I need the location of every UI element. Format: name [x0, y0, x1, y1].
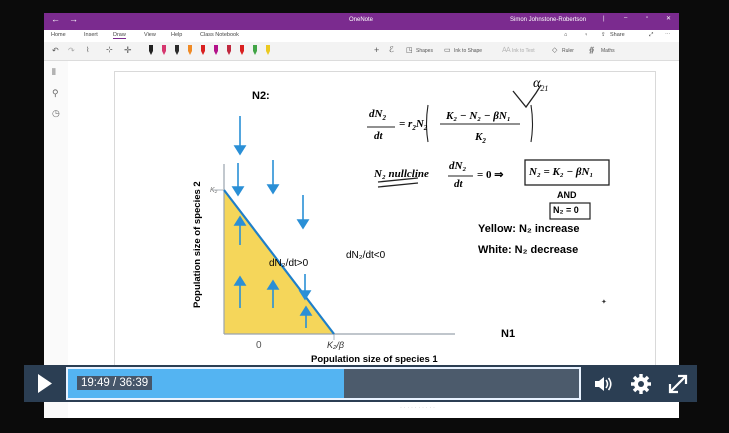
yellow-note: Yellow: N₂ increase — [478, 223, 580, 235]
eq-lhs-numerator: $dN_2$ — [369, 108, 386, 123]
onenote-window — [44, 13, 679, 418]
maths-icon[interactable]: ∯ — [589, 47, 595, 54]
positive-label: dN₂/dt>0 — [269, 258, 309, 269]
eq-rhs-prefix: = $r_2N_2$ — [399, 118, 428, 133]
volume-icon — [590, 371, 616, 397]
user-name[interactable]: Simon Johnstone-Robertson — [510, 17, 587, 23]
nullcline-label: N₂ nullcline — [374, 168, 429, 180]
pen-4[interactable] — [187, 45, 193, 56]
down-arrow — [235, 116, 245, 154]
eq-frac-numerator: K₂ − N₂ − βN₁ — [446, 110, 511, 122]
pen-10[interactable] — [265, 45, 271, 56]
fullscreen-icon — [665, 371, 691, 397]
shapes-button[interactable]: Shapes — [416, 48, 433, 54]
redo-icon[interactable]: ↷ — [68, 46, 75, 55]
paren-right — [531, 105, 533, 142]
share-label[interactable]: Share — [610, 32, 625, 38]
bell-icon[interactable]: ⌂ — [564, 32, 568, 38]
play-button[interactable] — [24, 365, 64, 402]
menu-home[interactable]: Home — [51, 32, 66, 38]
pen-1[interactable] — [148, 45, 154, 56]
nullcline-numerator: dN₂ — [449, 160, 467, 172]
close-icon[interactable]: ✕ — [666, 16, 672, 22]
ink-to-shape-icon[interactable]: ▭ — [444, 47, 451, 54]
search-icon[interactable]: ⚲ — [52, 88, 59, 98]
lecture-slide — [114, 71, 656, 383]
draw-toolbar — [44, 42, 679, 61]
expand-icon[interactable]: ⤢ — [649, 32, 654, 38]
nullcline-denominator: dt — [454, 178, 463, 190]
down-arrow — [233, 163, 243, 195]
pen-8[interactable] — [239, 45, 245, 56]
ink-to-shape-button[interactable]: Ink to Shape — [454, 48, 483, 54]
eq-lhs-denominator: dt — [374, 130, 383, 142]
menu-insert[interactable]: Insert — [84, 32, 98, 38]
insert-space-icon[interactable]: ⊹ — [106, 45, 113, 54]
n1-label: N1 — [501, 328, 516, 340]
pen-7[interactable] — [226, 45, 232, 56]
nullcline-result: N₂ = K₂ − βN₁ — [529, 166, 594, 178]
minimize-icon[interactable]: – — [624, 15, 628, 21]
title-bar — [44, 13, 679, 30]
menu-draw[interactable]: Draw — [113, 32, 126, 38]
menu-class-notebook[interactable]: Class Notebook — [200, 32, 239, 38]
x-axis-label: Population size of species 1 — [311, 354, 438, 365]
separator: | — [603, 16, 605, 22]
ink-to-text-icon[interactable]: Ꜳ — [502, 47, 511, 54]
menu-view[interactable]: View — [144, 32, 156, 38]
fullscreen-button[interactable] — [665, 371, 691, 397]
ink-and: AND — [557, 190, 577, 200]
share-icon[interactable]: ⇪ — [601, 32, 606, 38]
down-arrow — [268, 160, 278, 193]
ink-underline — [378, 183, 418, 187]
lasso-select-icon[interactable]: ⌇ — [86, 47, 90, 54]
white-note: White: N₂ decrease — [478, 244, 579, 256]
add-space-icon[interactable]: ✛ — [124, 45, 132, 55]
maths-button[interactable]: Maths — [601, 48, 615, 54]
shapes-icon[interactable]: ◳ — [406, 47, 413, 54]
pen-6[interactable] — [213, 45, 219, 56]
gear-icon — [628, 371, 654, 397]
ink-n2-zero: N₂ = 0 — [553, 205, 579, 215]
menu-help[interactable]: Help — [171, 32, 183, 38]
recent-icon[interactable]: ◷ — [52, 108, 60, 118]
progress-bar[interactable] — [66, 367, 581, 400]
video-player-bar — [24, 365, 697, 402]
app-title: OneNote — [349, 17, 374, 23]
volume-button[interactable] — [590, 371, 616, 397]
n2-label: N2: — [252, 90, 270, 102]
play-icon — [38, 374, 52, 393]
highlighter-add-icon[interactable]: ℰ — [389, 45, 394, 54]
pen-3[interactable] — [174, 45, 180, 56]
settings-button[interactable] — [628, 371, 654, 397]
x-tick-k2-beta: K₂/β — [327, 340, 345, 350]
maximize-icon[interactable]: ▫ — [646, 15, 649, 21]
cursor-marker-icon: ✦ — [601, 299, 607, 306]
forward-arrow-icon[interactable]: → — [69, 14, 78, 24]
eq-frac-denominator: $K_2$ — [475, 131, 486, 146]
origin-label: 0 — [256, 340, 262, 351]
down-arrow — [298, 195, 308, 228]
y-axis-label: Population size of species 2 — [192, 181, 203, 308]
nullcline-equals: = 0 ⇒ — [477, 169, 504, 181]
pen-9[interactable] — [252, 45, 258, 56]
ink-to-text-button[interactable]: Ink to Text — [512, 48, 535, 54]
pen-5[interactable] — [200, 45, 206, 56]
ink-alpha: $\alpha_{21}$ — [533, 76, 549, 93]
negative-label: dN₂/dt<0 — [346, 250, 386, 261]
page-nav-hints: · · · · · · · · · · — [400, 405, 435, 411]
add-pen-icon[interactable]: + — [374, 45, 380, 55]
ruler-icon[interactable]: ◇ — [552, 47, 558, 54]
notebooks-icon[interactable]: ⫴ — [52, 67, 56, 77]
lightbulb-icon[interactable]: ♀ — [584, 32, 589, 38]
undo-icon[interactable]: ↶ — [52, 46, 59, 55]
ruler-button[interactable]: Ruler — [562, 48, 574, 54]
back-arrow-icon[interactable]: ← — [51, 14, 60, 24]
time-display: 19:49 / 36:39 — [77, 376, 152, 390]
menu-bar — [44, 30, 679, 42]
y-tick-k2: K₂ — [210, 187, 218, 194]
more-icon[interactable]: ⋯ — [665, 32, 671, 38]
pen-2[interactable] — [161, 45, 167, 56]
